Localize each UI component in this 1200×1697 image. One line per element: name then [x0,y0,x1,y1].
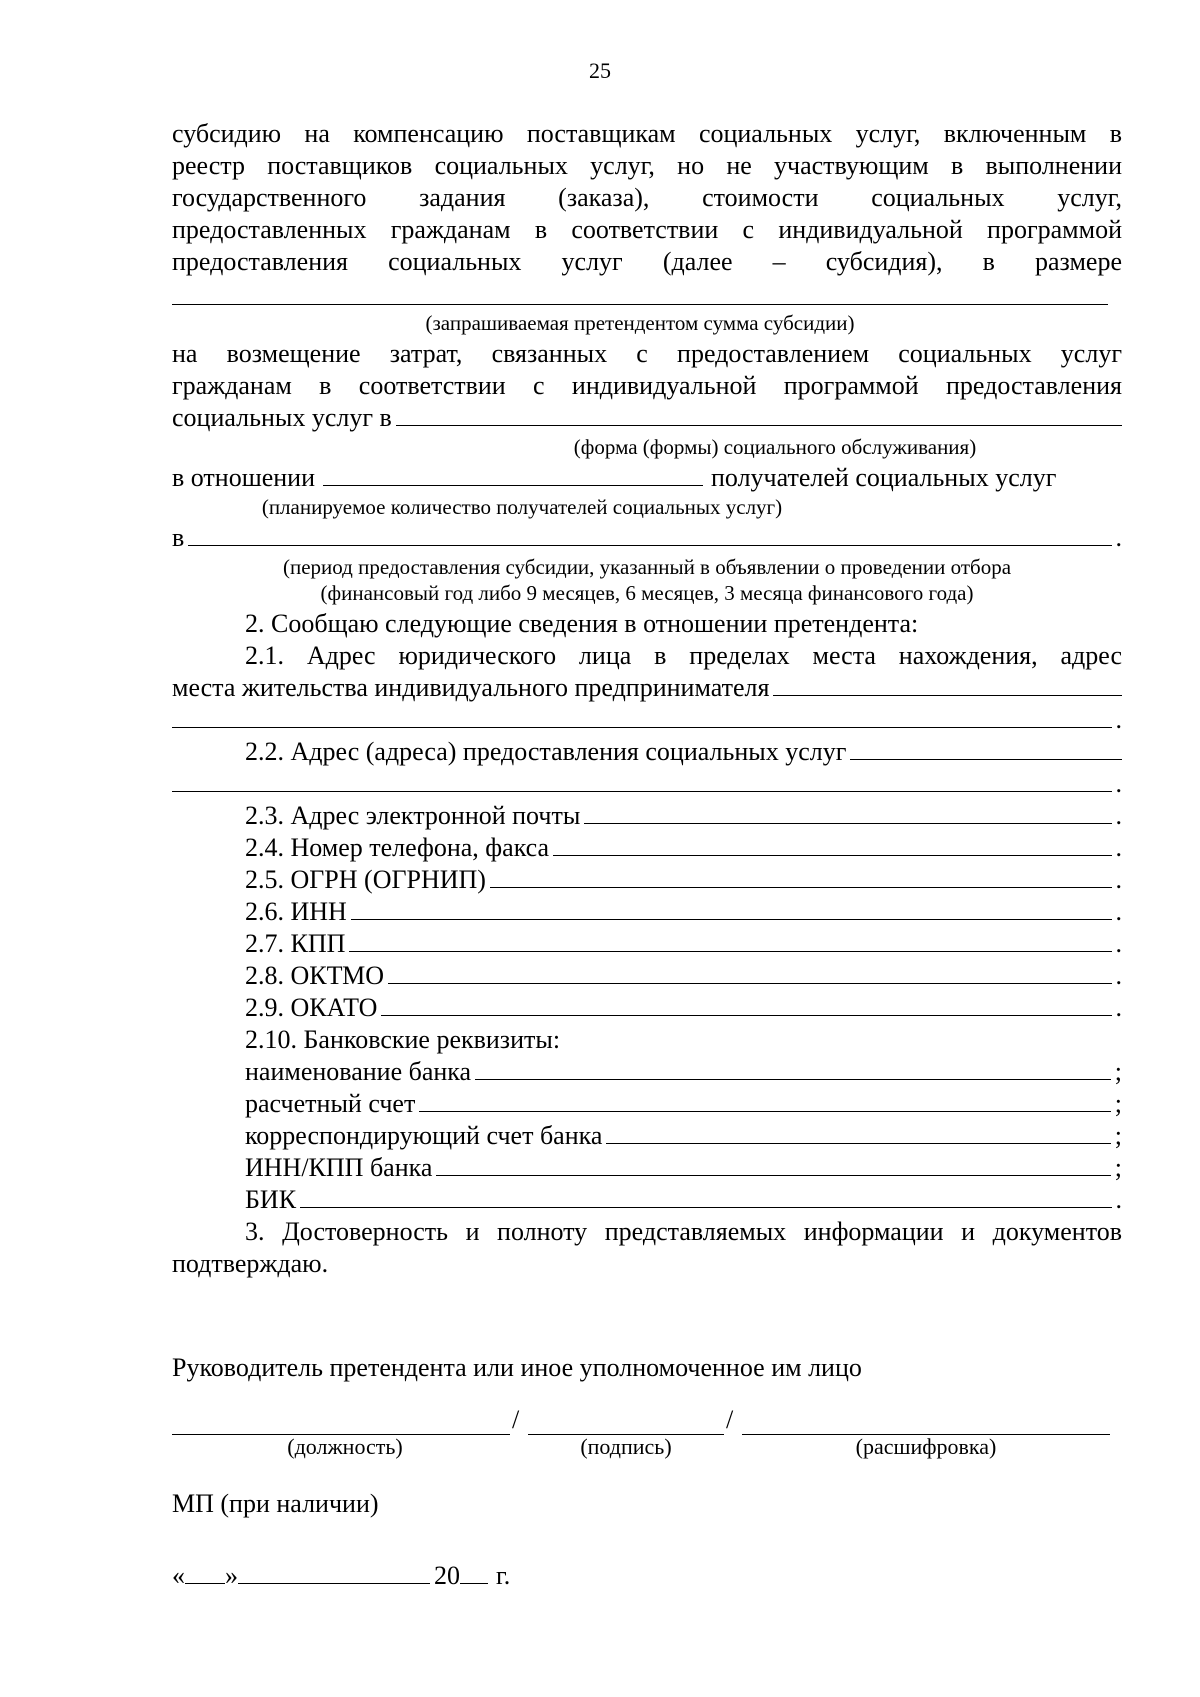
caption-signature: (подпись) [580,1434,672,1459]
signature-slash-2: / [726,1405,734,1434]
position-blank[interactable] [172,1404,510,1435]
caption-decoding: (расшифровка) [855,1434,997,1459]
ogrn-blank[interactable] [490,865,1112,888]
bank-inn-kpp-blank[interactable] [436,1153,1110,1176]
legal-address-blank-2[interactable] [172,705,1112,728]
form-blank[interactable] [396,403,1122,426]
item-2-1-line-3: . [172,704,1122,736]
reimb-line-2 [172,370,1122,402]
intro-text-2: реестр поставщиков социальных услуг, но не участвующим в выполнении [172,151,1122,180]
legal-address-blank[interactable] [773,673,1122,696]
date-year-blank[interactable] [460,1561,488,1584]
okato-blank[interactable] [381,993,1111,1016]
relation-label: в отношении [172,463,316,492]
period-label: в [172,523,185,552]
date-month-blank[interactable] [238,1561,430,1584]
section-3-line-2: подтверждаю. [172,1249,329,1278]
relation-line [172,462,1122,494]
intro-line-5 [172,246,1122,278]
date-day-blank[interactable] [185,1561,225,1584]
item-2-1-line-1: 2.1. Адрес юридического лица в пределах места нахождения, адрес [245,641,1122,670]
item-2-2-line-1: 2.2. Адрес (адреса) предоставления социальных услуг [245,736,1122,768]
email-blank[interactable] [584,801,1111,824]
signer-title: Руководитель претендента или иное уполномоченное им лицо [172,1353,862,1382]
intro-line-2 [172,150,1122,182]
amount-blank-line[interactable] [172,304,1108,305]
oktmo-blank[interactable] [388,961,1111,984]
field-ogrn: 2.5. ОГРН (ОГРНИП) . [245,865,1122,894]
date-quote-close: » [225,1561,238,1590]
kpp-blank[interactable] [349,929,1111,952]
reimb-text-2: гражданам в соответствии с индивидуальной программой предоставления [172,371,1122,400]
field-inn: 2.6. ИНН . [245,897,1122,926]
section-2-heading: 2. Сообщаю следующие сведения в отношении претендента: [245,609,919,638]
relation-suffix: получателей социальных услуг [711,463,1057,492]
intro-line-3 [172,182,1122,214]
bank-details-heading: 2.10. Банковские реквизиты: [245,1025,561,1054]
period-blank[interactable] [188,523,1111,546]
bik-blank[interactable] [300,1185,1111,1208]
field-correspondent-account: корреспондирующий счет банка ; [245,1121,1122,1150]
note-count: (планируемое количество получателей социальных услуг) [261,495,783,519]
field-bank-name: наименование банка ; [245,1057,1122,1086]
settlement-account-blank[interactable] [419,1089,1110,1112]
inn-blank[interactable] [351,897,1112,920]
note-period-1: (период предоставления субсидии, указанный в объявлении о проведении отбора [282,555,1012,579]
field-settlement-account: расчетный счет ; [245,1089,1122,1118]
bank-name-blank[interactable] [475,1057,1111,1080]
recipients-count-blank[interactable] [323,463,703,486]
service-address-blank-2[interactable] [172,769,1112,792]
item-2-2-line-2: . [172,768,1122,800]
date-line [172,1560,1122,1592]
field-bank-inn-kpp: ИНН/КПП банка ; [245,1153,1122,1182]
field-email: 2.3. Адрес электронной почты . [245,801,1122,830]
field-oktmo: 2.8. ОКТМО . [245,961,1122,990]
reimb-text-1: на возмещение затрат, связанных с предоставлением социальных услуг [172,339,1122,368]
date-year-suffix: г. [496,1561,511,1590]
form-label: социальных услуг в [172,403,392,432]
phone-blank[interactable] [553,833,1111,856]
field-okato: 2.9. ОКАТО . [245,993,1122,1022]
intro-line-4 [172,214,1122,246]
intro-text-4: предоставленных гражданам в соответствии с индивидуальной программой [172,215,1122,244]
stamp-label: МП (при наличии) [172,1489,379,1518]
period-line [172,522,1122,554]
intro-text-1: субсидию на компенсацию поставщикам социальных услуг, включенным в [172,119,1122,148]
field-phone: 2.4. Номер телефона, факса . [245,833,1122,862]
reimb-line-1 [172,338,1122,370]
intro-line-1 [172,118,1122,150]
signature-blank[interactable] [528,1404,724,1435]
item-2-1-line-2: места жительства индивидуального предпринимателя [172,672,1122,704]
page-number: 25 [589,58,611,83]
service-address-blank[interactable] [850,737,1122,760]
correspondent-account-blank[interactable] [606,1121,1110,1144]
field-bik: БИК . [245,1185,1122,1214]
date-year-prefix: 20 [434,1561,460,1590]
signature-slash-1: / [512,1405,520,1434]
intro-text-5: предоставления социальных услуг (далее – субсидия), в размере [172,247,1122,276]
note-period-2: (финансовый год либо 9 месяцев, 6 месяцев, 3 месяца финансового года) [320,581,974,605]
caption-position: (должность) [287,1434,403,1459]
period-end: . [1115,523,1122,552]
form-line [172,402,1122,434]
section-3-line-1: 3. Достоверность и полноту представляемых информации и документов [245,1217,1122,1246]
date-quote-open: « [172,1561,185,1590]
decoding-blank[interactable] [742,1404,1110,1435]
note-form: (форма (формы) социального обслуживания) [573,435,977,459]
intro-text-3: государственного задания (заказа), стоимости социальных услуг, [172,183,1122,212]
field-kpp: 2.7. КПП . [245,929,1122,958]
note-amount: (запрашиваемая претендентом сумма субсидии) [425,311,855,335]
